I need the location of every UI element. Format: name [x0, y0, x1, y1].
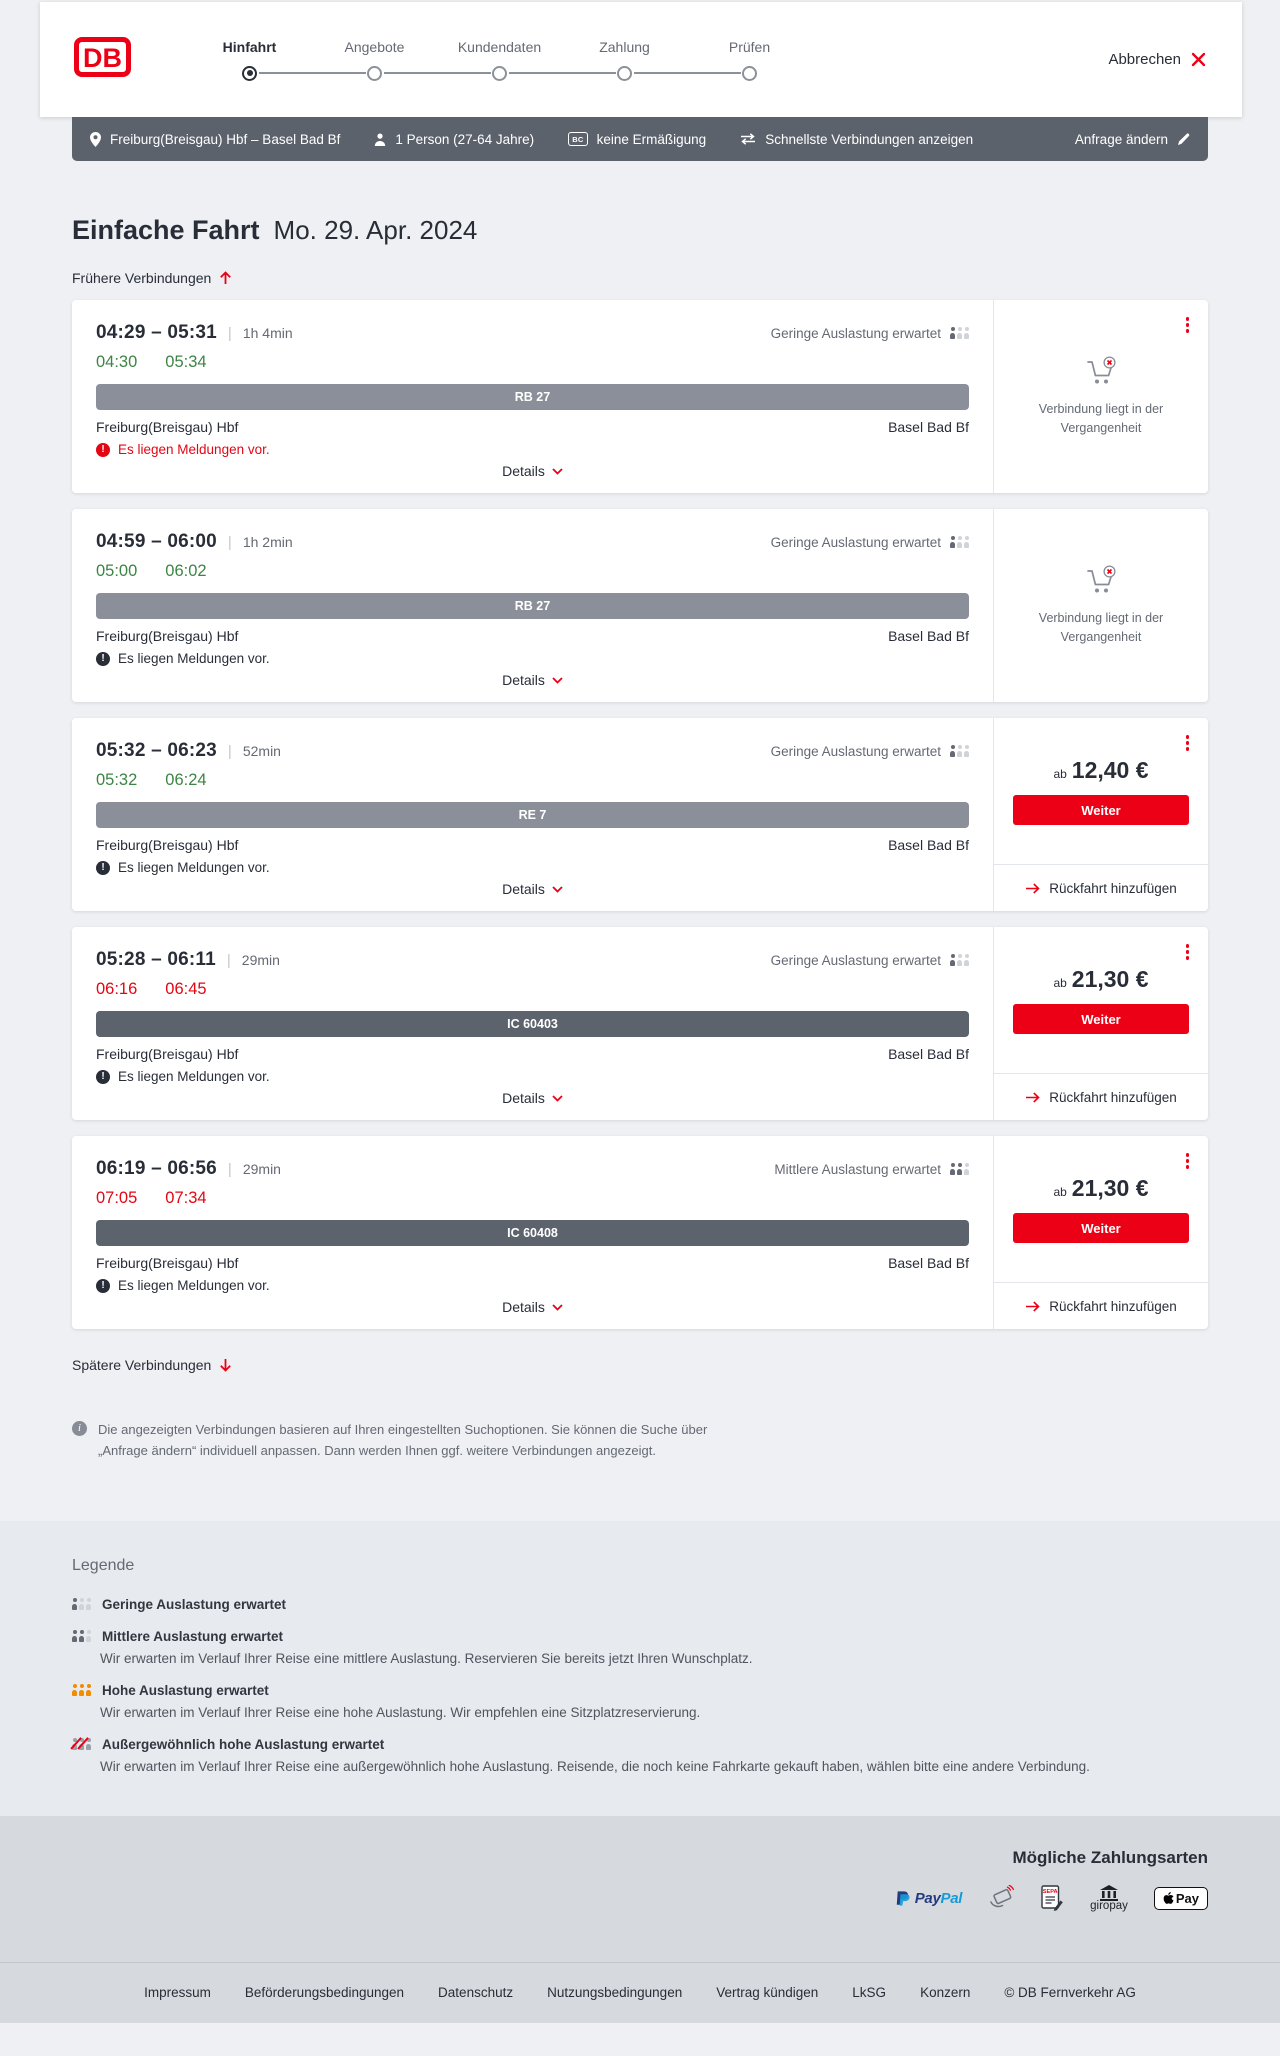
origin-station: Freiburg(Breisgau) Hbf	[96, 628, 239, 644]
price-panel	[994, 1136, 1208, 1282]
train-segment-bar[interactable]	[96, 1011, 969, 1037]
connection-main	[72, 927, 994, 1120]
train-label: IC 60403	[507, 1017, 558, 1031]
train-label: RB 27	[514, 390, 551, 404]
credit-card-hand-icon	[988, 1885, 1015, 1911]
connection-message	[96, 860, 969, 875]
giropay-icon: giropay	[1090, 1885, 1128, 1912]
search-summary-bar	[72, 117, 1208, 161]
legend-description: Wir erwarten im Verlauf Ihrer Reise eine hohe Auslastung. Wir empfehlen eine Sitzplatzreservierung.	[100, 1704, 701, 1720]
details-button[interactable]: Details	[502, 1299, 563, 1315]
origin-station: Freiburg(Breisgau) Hbf	[96, 419, 239, 435]
footer-link[interactable]: Vertrag kündigen	[716, 1985, 819, 2001]
apple-pay-icon: Pay	[1154, 1887, 1208, 1910]
destination-station: Basel Bad Bf	[888, 419, 969, 435]
overflow-menu-button[interactable]	[1184, 733, 1192, 753]
legend-description: Wir erwarten im Verlauf Ihrer Reise eine mittlere Auslastung. Reservieren Sie bereits jetzt Ihren Wunschplatz.	[100, 1650, 753, 1666]
actual-arrival: 06:45	[165, 980, 207, 998]
step-label: Zahlung	[599, 38, 650, 55]
edit-request-button[interactable]: Anfrage ändern	[1075, 132, 1190, 147]
train-label: IC 60408	[507, 1226, 558, 1240]
cart-unavailable-icon	[1082, 564, 1120, 596]
legend-title: Legende	[72, 1556, 135, 1574]
scheduled-times: 04:59 – 06:00	[96, 531, 217, 552]
train-segment-bar[interactable]	[96, 1220, 969, 1246]
app-header	[40, 2, 1242, 117]
connection-message	[96, 1069, 969, 1084]
payment-icons	[895, 1885, 1208, 1912]
travel-date: Mo. 29. Apr. 2024	[273, 215, 478, 245]
occupancy	[774, 1162, 969, 1177]
actual-departure: 04:30	[96, 353, 138, 371]
step-label: Hinfahrt	[222, 38, 277, 55]
duration: 1h 2min	[242, 534, 293, 550]
legend-label: Mittlere Auslastung erwartet	[102, 1628, 284, 1644]
occupancy-icon	[950, 536, 969, 548]
cart-unavailable-icon	[1082, 355, 1120, 387]
legend-label: Außergewöhnlich hohe Auslastung erwartet	[102, 1736, 385, 1752]
price-prefix: ab	[1053, 976, 1067, 990]
paypal-icon: PayPal	[895, 1889, 962, 1908]
connection-message	[96, 442, 969, 457]
cancel-label: Abbrechen	[1108, 51, 1181, 68]
train-segment-bar[interactable]	[96, 802, 969, 828]
svg-text:SEPA: SEPA	[1042, 1888, 1058, 1895]
alert-icon: !	[96, 1279, 110, 1293]
actual-departure: 05:32	[96, 771, 138, 789]
realtime-times	[96, 980, 969, 999]
realtime-times	[96, 1189, 969, 1208]
notice-text: Die angezeigten Verbindungen basieren auf Ihren eingestellten Suchoptionen. Sie können die Suche über „Anfrage ändern“ individuell anpassen. Dann werden Ihnen ggf. weitere Verbindungen angezeigt.	[98, 1422, 708, 1459]
destination-station: Basel Bad Bf	[888, 628, 969, 644]
chevron-down-icon	[552, 1304, 563, 1311]
legend-label: Hohe Auslastung erwartet	[102, 1682, 269, 1698]
footer-link[interactable]: LkSG	[852, 1985, 887, 2001]
alert-icon: !	[96, 443, 110, 457]
connection-main	[72, 718, 994, 911]
details-button[interactable]: Details	[502, 672, 563, 688]
footer-link[interactable]: Impressum	[144, 1985, 211, 2001]
price-prefix: ab	[1053, 767, 1067, 781]
later-connections-button[interactable]: Spätere Verbindungen	[72, 1357, 232, 1373]
discount-summary: BC keine Ermäßigung	[568, 132, 706, 147]
connection-card	[72, 927, 1208, 1120]
past-connection-panel	[994, 300, 1208, 493]
connection-card	[72, 1136, 1208, 1329]
copyright-text: © DB Fernverkehr AG	[1004, 1985, 1136, 2001]
legend-item	[72, 1683, 1208, 1720]
weiter-button[interactable]: Weiter	[1013, 1004, 1189, 1034]
info-icon: i	[72, 1421, 87, 1436]
progress-stepper	[187, 39, 812, 81]
stepper-step[interactable]	[312, 39, 437, 81]
past-connection-panel	[994, 509, 1208, 702]
separator: |	[227, 1160, 232, 1178]
train-label: RB 27	[514, 599, 551, 613]
actual-departure: 06:16	[96, 980, 138, 998]
overflow-menu-button[interactable]	[1184, 1151, 1192, 1171]
separator: |	[226, 951, 231, 969]
realtime-times	[96, 771, 969, 790]
footer-link[interactable]: Datenschutz	[438, 1985, 514, 2001]
person-icon	[374, 133, 386, 146]
page-title: Einfache Fahrt	[72, 215, 260, 245]
connection-side-panel	[994, 509, 1208, 702]
occupancy-label: Geringe Auslastung erwartet	[770, 952, 941, 968]
step-label: Kundendaten	[457, 38, 542, 55]
results-main	[0, 161, 1280, 1462]
origin-station: Freiburg(Breisgau) Hbf	[96, 1046, 239, 1062]
separator: |	[227, 324, 232, 342]
price-value: 12,40 €	[1071, 757, 1149, 783]
sepa-direct-debit-icon	[1041, 1885, 1064, 1912]
price-prefix: ab	[1053, 1185, 1067, 1199]
origin-station: Freiburg(Breisgau) Hbf	[96, 1255, 239, 1271]
occupancy-label: Geringe Auslastung erwartet	[770, 743, 941, 759]
chevron-down-icon	[552, 677, 563, 684]
details-button[interactable]: Details	[502, 1090, 563, 1106]
alert-icon: !	[96, 1070, 110, 1084]
occupancy-icon	[950, 1163, 969, 1175]
connection-side-panel	[994, 1136, 1208, 1329]
step-dot-icon	[617, 66, 632, 81]
destination-station: Basel Bad Bf	[888, 837, 969, 853]
db-logo	[74, 37, 131, 82]
search-options-notice	[72, 1419, 712, 1462]
details-button[interactable]: Details	[502, 881, 563, 897]
price-panel	[994, 718, 1208, 864]
destination-station: Basel Bad Bf	[888, 1255, 969, 1271]
connection-side-panel	[994, 300, 1208, 493]
price-value: 21,30 €	[1071, 966, 1149, 992]
connection-main	[72, 509, 994, 702]
legend-description: Wir erwarten im Verlauf Ihrer Reise eine außergewöhnlich hohe Auslastung. Reisende, die noch keine Fahrkarte gekauft haben, wählen bitte eine andere Verbindung.	[100, 1758, 1090, 1774]
pencil-icon	[1177, 133, 1190, 146]
train-label: RE 7	[518, 808, 547, 822]
message-text: Es liegen Meldungen vor.	[118, 1069, 270, 1084]
step-label: Angebote	[344, 38, 405, 55]
sort-summary: Schnellste Verbindungen anzeigen	[740, 132, 973, 147]
occupancy-icon	[72, 1738, 91, 1750]
details-button[interactable]: Details	[502, 463, 563, 479]
arrow-right-icon	[1025, 883, 1040, 894]
chevron-down-icon	[552, 1095, 563, 1102]
stepper-step[interactable]	[687, 39, 812, 81]
connection-card	[72, 718, 1208, 911]
payment-title: Mögliche Zahlungsarten	[1012, 1847, 1208, 1867]
legend-item	[72, 1597, 1208, 1612]
bahncard-icon: BC	[568, 132, 587, 146]
connection-card	[72, 509, 1208, 702]
add-return-button[interactable]: Rückfahrt hinzufügen	[994, 1073, 1208, 1120]
close-icon	[1191, 52, 1206, 67]
overflow-menu-button[interactable]	[1184, 315, 1192, 335]
duration: 29min	[241, 952, 280, 968]
page-footer	[0, 1962, 1280, 2023]
footer-link[interactable]: Beförderungsbedingungen	[244, 1985, 405, 2001]
connection-side-panel	[994, 718, 1208, 911]
occupancy-label: Geringe Auslastung erwartet	[770, 325, 941, 341]
legend-section	[0, 1521, 1280, 1816]
occupancy-icon	[72, 1684, 91, 1696]
legend-items	[72, 1597, 1208, 1774]
actual-arrival: 07:34	[165, 1189, 207, 1207]
alert-icon: !	[96, 652, 110, 666]
message-text: Es liegen Meldungen vor.	[118, 442, 270, 457]
occupancy-icon	[72, 1630, 91, 1642]
message-text: Es liegen Meldungen vor.	[118, 860, 270, 875]
legend-label: Geringe Auslastung erwartet	[102, 1596, 287, 1612]
connection-side-panel	[994, 927, 1208, 1120]
arrow-down-icon	[219, 1358, 232, 1372]
route-summary: Freiburg(Breisgau) Hbf – Basel Bad Bf	[90, 132, 340, 147]
occupancy-label: Geringe Auslastung erwartet	[770, 534, 941, 550]
weiter-button[interactable]: Weiter	[1013, 1213, 1189, 1243]
step-label: Prüfen	[728, 38, 771, 55]
message-text: Es liegen Meldungen vor.	[118, 651, 270, 666]
origin-station: Freiburg(Breisgau) Hbf	[96, 837, 239, 853]
actual-arrival: 06:02	[165, 562, 207, 580]
actual-departure: 05:00	[96, 562, 138, 580]
step-dot-icon	[492, 66, 507, 81]
occupancy-icon	[950, 745, 969, 757]
weiter-button[interactable]: Weiter	[1013, 795, 1189, 825]
payment-section	[0, 1816, 1280, 1962]
actual-arrival: 06:24	[165, 771, 207, 789]
occupancy-label: Mittlere Auslastung erwartet	[774, 1161, 941, 1177]
stepper-step[interactable]	[187, 39, 312, 81]
connection-main	[72, 300, 994, 493]
connection-message	[96, 651, 969, 666]
realtime-times	[96, 562, 969, 581]
past-connection-text: Verbindung liegt in der Vergangenheit	[1038, 611, 1164, 644]
past-connection-text: Verbindung liegt in der Vergangenheit	[1038, 402, 1164, 435]
connection-message	[96, 1278, 969, 1293]
stepper-step[interactable]	[437, 39, 562, 81]
occupancy-icon	[950, 327, 969, 339]
step-dot-icon	[367, 66, 382, 81]
cancel-button[interactable]	[1108, 51, 1206, 68]
occupancy	[771, 953, 969, 968]
occupancy	[771, 326, 969, 341]
destination-station: Basel Bad Bf	[888, 1046, 969, 1062]
actual-arrival: 05:34	[165, 353, 207, 371]
duration: 29min	[242, 1161, 281, 1177]
footer-link[interactable]: Konzern	[920, 1985, 971, 2001]
occupancy	[771, 535, 969, 550]
price-value: 21,30 €	[1071, 1175, 1149, 1201]
connection-main	[72, 1136, 994, 1329]
scheduled-times: 05:32 – 06:23	[96, 740, 217, 761]
separator: |	[227, 533, 232, 551]
location-pin-icon	[90, 132, 101, 147]
earlier-connections-button[interactable]: Frühere Verbindungen	[72, 270, 232, 286]
footer-link[interactable]: Nutzungsbedingungen	[547, 1985, 683, 2001]
train-segment-bar[interactable]	[96, 593, 969, 619]
arrow-right-icon	[1025, 1092, 1040, 1103]
legend-item	[72, 1737, 1208, 1774]
scheduled-times: 05:28 – 06:11	[96, 949, 216, 970]
occupancy	[771, 744, 969, 759]
actual-departure: 07:05	[96, 1189, 138, 1207]
legend-item	[72, 1629, 1208, 1666]
arrow-right-icon	[1025, 1301, 1040, 1312]
message-text: Es liegen Meldungen vor.	[118, 1278, 270, 1293]
scheduled-times: 06:19 – 06:56	[96, 1158, 217, 1179]
duration: 1h 4min	[242, 325, 293, 341]
overflow-menu-button[interactable]	[1184, 942, 1192, 962]
arrow-up-icon	[219, 271, 232, 285]
page-head	[72, 215, 1208, 246]
transfer-arrows-icon	[740, 133, 756, 145]
price-panel	[994, 927, 1208, 1073]
step-dot-icon	[242, 66, 257, 81]
realtime-times	[96, 353, 969, 372]
duration: 52min	[242, 743, 281, 759]
occupancy-icon	[72, 1598, 91, 1610]
chevron-down-icon	[552, 886, 563, 893]
passenger-summary: 1 Person (27-64 Jahre)	[374, 132, 534, 147]
add-return-button[interactable]: Rückfahrt hinzufügen	[994, 1282, 1208, 1329]
occupancy-icon	[950, 954, 969, 966]
train-segment-bar[interactable]	[96, 384, 969, 410]
add-return-button[interactable]: Rückfahrt hinzufügen	[994, 864, 1208, 911]
step-dot-icon	[742, 66, 757, 81]
separator: |	[227, 742, 232, 760]
stepper-step[interactable]	[562, 39, 687, 81]
svg-text:DB: DB	[83, 43, 122, 73]
scheduled-times: 04:29 – 05:31	[96, 322, 217, 343]
connection-list	[72, 300, 1208, 1329]
chevron-down-icon	[552, 468, 563, 475]
connection-card	[72, 300, 1208, 493]
alert-icon: !	[96, 861, 110, 875]
